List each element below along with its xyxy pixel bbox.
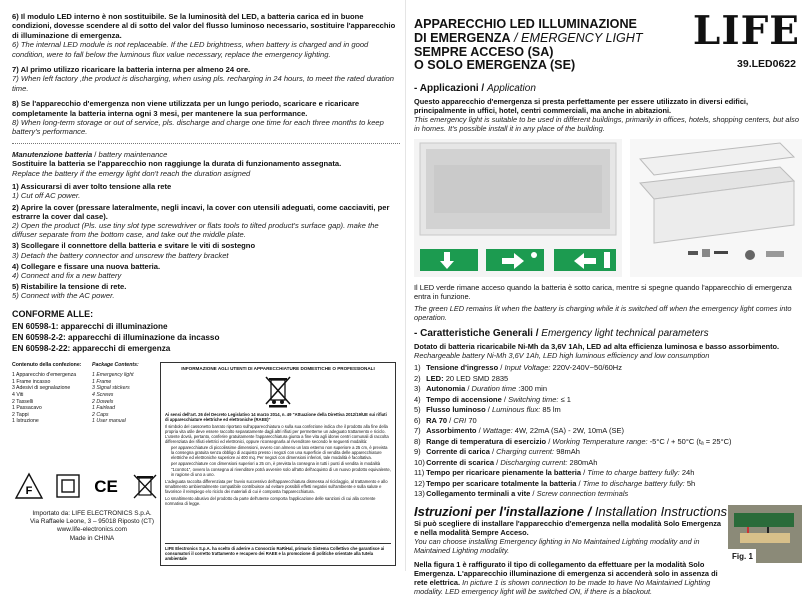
- f-mark-icon: [14, 472, 44, 500]
- step-2-en: 2) Open the product (Pls. use tiny slot type screwdriver or flats tools to tilted product's surface gap). make the diffuser separate from the bottom case, and take out the middle plate.: [12, 220, 379, 240]
- general-text: [414, 342, 802, 360]
- note-7: [12, 65, 400, 93]
- spec-row: 13) Collegamento terminali a vite / Screw connection terminals: [414, 489, 629, 499]
- weee-p5: L'adeguata raccolta differenziata per l'avvio successivo dell'apparecchiatura dismessa al riciclaggio, al trattamento e allo smaltimento ambientalmente compatibile contribuisce ad evitare possibili effetti negativi sull'ambiente e sulla salute e favorisce il reimpiego e/o riciclo dei materiali di cui è composta l'apparecchiatura.: [165, 478, 388, 494]
- step-2-it: 2) Aprire la cover (pressare lateralmente, negli incavi, la cover con utensili adeguati, come cacciaviti, per estrarre la cover dal case).: [12, 202, 390, 221]
- note-6-en: 6) The internal LED module is not replaceable. If the LED brightness, when battery is charged and in good condition, were to fall below the luminous flux value necessary, replace the emergency lighting.: [12, 40, 369, 59]
- spec-row: 8) Range di temperatura di esercizio / Working Temperature range: -5°C / + 50°C (tₐ = 25°C): [414, 436, 732, 446]
- spec-row: 4) Tempo di accensione / Switching time: ≤ 1: [414, 394, 571, 404]
- spec-row: 5) Flusso luminoso / Luminous flux: 85 lm: [414, 405, 561, 415]
- product-title: [414, 18, 664, 73]
- step-3-en: 3) Detach the battery connector and unscrew the battery bracket: [12, 250, 229, 260]
- install-heading-it: Istruzioni per l'installazione /: [414, 503, 592, 519]
- spec-number: 5): [414, 405, 421, 415]
- spec-value: 20 LED SMD 2835: [445, 373, 509, 383]
- content-item: 3 Adesivi di segnalazione: [12, 385, 71, 392]
- weee-p1: Ai sensi dell'art. 26 del Decreto Legislativo 14 marzo 2014, n. 49 "Attuazione della Direttiva 2012/19/UE sui rifiuti di apparecchiature elettriche ed elettroniche (RAEE)": [165, 411, 387, 422]
- svg-text:CE: CE: [94, 477, 118, 496]
- step-1: [12, 182, 400, 200]
- general-it: Dotato di batteria ricaricabile Ni-Mh da 3,6V 1Ah, LED ad alta efficienza luminosa e basso assorbimento.: [414, 342, 780, 352]
- applications-it: Questo apparecchio d'emergenza si presta perfettamente per essere utilizzato in diversi edifici, principalmente in uffici, hotel, centri commerciali, ma anche in abitazioni.: [414, 97, 749, 116]
- weee-p6: Lo smaltimento abusivo del prodotto da parte dell'utente comporta l'applicazione delle sanzioni di cui alla corrente normativa di legge.: [165, 496, 376, 507]
- title-line-4: O SOLO EMERGENZA (SE): [414, 58, 576, 73]
- maintenance-en: Replace the battery if the emergy light don't reach the duration asigned: [12, 168, 251, 178]
- cert-symbols: [14, 470, 170, 502]
- step-4-it: 4) Collegare e fissare una nuova batteria.: [12, 261, 161, 271]
- step-1-en: 1) Cut off AC power.: [12, 191, 81, 201]
- spec-row: 12) Tempo per scaricare totalmente la batteria / Time to discharge battery fully: 5h: [414, 478, 696, 488]
- spec-number: 6): [414, 415, 421, 425]
- applications-heading: [414, 83, 802, 94]
- spec-label-en: Wattage:: [482, 426, 513, 436]
- content-item: 4 Viti: [12, 391, 24, 398]
- spec-label-it: Tempo per ricaricare pienamente la batteria: [426, 468, 582, 478]
- spec-number: 9): [414, 447, 421, 457]
- figure-it: Nella figura 1 è raffigurato il tipo di collegamento da effettuare per la modalità Solo Emergenza. L'apparecchio illuminazione di emergenza si accenderà solo in assenza di rete elettrica.: [414, 559, 718, 587]
- spec-number: 4): [414, 394, 421, 404]
- step-3: [12, 241, 400, 259]
- install-it: Si può scegliere di installare l'apparecchio d'emergenza nella modalità Solo Emergenza e nella modalità Sempre Acceso.: [414, 518, 722, 537]
- package-item: 1 Emergency light: [92, 372, 134, 379]
- note-8: [12, 99, 400, 137]
- weee-p4: per apparecchiature con dimensioni superiori a 25 cm, è prevista la consegna in tutti i punti di vendita in modalità "1contro1", ovvero la consegna al rivenditore potrà avvenire solo all'atto dell'acquisto di un nuovo prodotto equivalente, in ragione di uno a uno.: [171, 461, 391, 477]
- bin-icon: [130, 471, 160, 501]
- ce-mark-icon: [92, 472, 120, 500]
- step-3-it: 3) Scollegare il connettore della batteria e svitare le viti di sostegno: [12, 241, 256, 251]
- spec-value: 70: [468, 415, 477, 425]
- fold-line: [405, 0, 406, 571]
- step-5-en: 5) Connect with the AC power.: [12, 291, 115, 301]
- spec-number: 12): [414, 478, 425, 488]
- spec-label-en: Time to discharge battery fully:: [582, 478, 685, 488]
- general-en: Rechargeable battery Ni-Mh 3,6V 1Ah, LED high luminous efficiency and low consumption: [414, 351, 710, 361]
- applications-heading-en: Application: [486, 83, 536, 95]
- package-item: 1 User manual: [92, 418, 126, 425]
- spec-row: 6) RA 70 / CRI 70: [414, 415, 477, 425]
- importer-address: Via Raffaele Leone, 3 – 95018 Riposto (CT): [29, 518, 155, 526]
- importer-info: [12, 510, 172, 543]
- emergency-light-illustration: [414, 139, 622, 277]
- spec-label-en: Charging current:: [496, 447, 555, 457]
- spec-value: -5°C / + 50°C (tₐ = 25°C): [649, 436, 732, 446]
- importer-website: www.life-electronics.com: [57, 526, 127, 534]
- content-item: 1 Frame incasso: [12, 378, 51, 385]
- applications-text: [414, 97, 802, 133]
- weee-p2: Il simbolo del cassonetto barrato riportato sull'apparecchiatura o sulla sua confezione indica che il prodotto alla fine della propria vita utile deve essere raccolto separatamente dagli altri rifiuti per permetterne un adeguato trattamento e riciclo. L'utente dovrà, pertanto, conferire gratuitamente l'apparecchiatura giunta a fine vita agli idonei centri comunali di raccolta differenziata dei rifiuti elettrici ed elettronici, oppure riconsegnarla al rivenditore secondo le seguenti modalità:: [165, 423, 389, 445]
- title-line-2: [414, 32, 664, 46]
- spec-label-it: Tensione d'ingresso: [426, 363, 499, 373]
- figure-1: [728, 505, 802, 563]
- led-en: The green LED remains lit when the battery is charging while it is switched off when the emergency light comes into operation.: [414, 304, 792, 323]
- install-en: You can choose installing Emergency lighting in No Maintained Lighting modality and in Maintained Lighting modality.: [414, 536, 700, 555]
- spec-row: 1) Tensione d'ingresso / Input Voltage: 220V-240V~50/60Hz: [414, 363, 622, 373]
- spec-list: [414, 363, 802, 500]
- product-parts-photo: [630, 139, 802, 277]
- spec-label-it: Flusso luminoso: [426, 405, 486, 415]
- spec-label-en: Input Voltage:: [504, 363, 551, 373]
- title-line-2-en: / EMERGENCY LIGHT: [510, 30, 643, 45]
- spec-label-en: Switching time:: [508, 394, 559, 404]
- install-text: [414, 519, 726, 596]
- package-item: 3 Signal stickers: [92, 385, 130, 392]
- led-indicator-text: [414, 283, 802, 322]
- spec-number: 11): [414, 468, 425, 478]
- product-photo: [414, 139, 622, 277]
- parts-illustration: [630, 139, 802, 277]
- applications-en: This emergency light is suitable to be used in different buildings, primarily in offices, hotels, shopping centers, but also in homes. It's possible install it in any place of the building.: [414, 115, 799, 134]
- title-line-2-it: DI EMERGENZA: [414, 30, 511, 45]
- spec-number: 1): [414, 363, 421, 373]
- spec-value: 5h: [686, 478, 696, 488]
- note-8-it: 8) Se l'apparecchio d'emergenza non viene utilizzata per un lungo periodo, scaricare e ricaricare completamente la batteria interna ogni 3 mesi, per mantenere la sua performance.: [12, 99, 360, 118]
- double-insulation-icon: [54, 472, 82, 500]
- led-it: Il LED verde rimane acceso quando la batteria è sotto carica, mentre si spegne quando l'apparecchio di emergenza entra in funzione.: [414, 283, 792, 302]
- conformity-3: EN 60598-2-22: apparecchi di emergenza: [12, 343, 171, 353]
- content-item: 1 Istruzione: [12, 418, 39, 425]
- weee-p3: per apparecchiature di piccolissime dimensioni, ovvero con almeno un lato esterno non superiore a 25 cm, è prevista la consegna gratuita senza obbligo di acquisto presso i negozi con una superficie di vendita delle apparecchiature elettriche ed elettroniche superiore ai 400 mq. Per negozi con dimensioni inferiori, tale modalità è facoltativa.: [171, 445, 388, 461]
- svg-text:F: F: [25, 485, 33, 497]
- note-8-en: 8) When long-term storage or out of service, pls. discharge and charge one time for each three months to keep battery's performance.: [12, 118, 384, 137]
- wiring-photo: [728, 505, 802, 563]
- spec-label-it: Range di temperatura di esercizio: [426, 436, 547, 446]
- left-column: [12, 12, 400, 564]
- spec-label-en: Working Temperature range:: [552, 436, 648, 446]
- package-item: 2 Dowels: [92, 398, 114, 405]
- spec-label-it: RA 70: [426, 415, 448, 425]
- spec-label-it: Collegamento terminali a vite: [426, 489, 531, 499]
- package-item: 4 Screws: [92, 391, 114, 398]
- spec-number: 7): [414, 426, 421, 436]
- spec-number: 3): [414, 384, 421, 394]
- spec-value: 220V-240V~50/60Hz: [552, 363, 622, 373]
- conformity-1: EN 60598-1: apparecchi di illuminazione: [12, 321, 168, 331]
- step-5-it: 5) Ristabilire la tensione di rete.: [12, 282, 127, 292]
- step-5: [12, 282, 400, 300]
- spec-row: 9) Corrente di carica / Charging current: 98mAh: [414, 447, 580, 457]
- note-7-en: 7) When left factory ,the product is discharging, when using pls. recharging in 24 hours, to meet the rated duration time.: [12, 74, 395, 93]
- spec-value: 85 lm: [542, 405, 561, 415]
- spec-row: 10) Corrente di scarica / Discharging current: 280mAh: [414, 457, 598, 467]
- conformity: [12, 309, 400, 354]
- content-title: Contenuto della confezione:: [12, 361, 82, 368]
- spec-value: 24h: [681, 468, 695, 478]
- step-4-en: 4) Connect and fix a new battery: [12, 270, 122, 280]
- content-item: 1 Apparecchio d'emergenza: [12, 372, 77, 379]
- note-6-it: 6) Il modulo LED interno è non sostituibile. Se la luminosità del LED, a batteria carica ed in buone condizioni, dovesse scendere al di sotto del valor del flusso luminoso necessario, sostituire l'apparecchio di illuminazione di emergenza.: [12, 12, 396, 40]
- spec-value: 4W, 22mA (SA) - 2W, 10mA (SE): [514, 426, 624, 436]
- spec-value: :300 min: [518, 384, 548, 394]
- note-6: [12, 12, 400, 59]
- conformity-title: CONFORME ALLE:: [12, 308, 94, 319]
- spec-label-it: Corrente di carica: [426, 447, 490, 457]
- spec-number: 10): [414, 457, 425, 467]
- install-heading-en: Installation Instructions: [594, 503, 728, 519]
- life-logo: LIFE: [692, 8, 800, 54]
- divider: [12, 143, 400, 144]
- made-in: Made in CHINA: [69, 534, 115, 542]
- figure-en: In picture 1 is shown connection to be made to have No Maintained Lighting modality. LED emergency light will be switched ON, if there is a blackout.: [414, 577, 711, 596]
- content-item: 2 Tasselli: [12, 398, 34, 405]
- package-item: 2 Caps: [92, 411, 109, 418]
- importer-name: Importato da: LIFE ELECTRONICS S.p.A.: [32, 510, 152, 517]
- spec-label-it: Tempo di accensione: [426, 394, 502, 404]
- general-heading: [414, 328, 802, 339]
- spec-label-it: Assorbimento: [426, 426, 477, 436]
- spec-row: [414, 374, 802, 385]
- maintenance-title-en: battery maintenance: [98, 149, 168, 159]
- spec-row: 11) Tempo per ricaricare pienamente la batteria / Time to charge battery fully: 24h: [414, 468, 695, 478]
- spec-row: 7) Assorbimento / Wattage: 4W, 22mA (SA) - 2W, 10mA (SE): [414, 426, 624, 436]
- package-title: Package Contents:: [92, 361, 139, 368]
- title-line-3: SEMPRE ACCESO (SA): [414, 44, 554, 59]
- weee-footer: LIFE Electronics S.p.A. ha scelto di aderire a Consorzio RaRiHal, primario Sistema Collettivo che garantisce ai consumatori il corretto trattamento e recupero dei RAEE e la promozione di politiche orientate alla tutela ambientale: [165, 543, 391, 561]
- spec-label-it: Corrente di scarica: [426, 457, 495, 467]
- note-7-it: 7) Al primo utilizzo ricaricare la batteria interna per almeno 24 ore.: [12, 65, 251, 75]
- spec-value: 98mAh: [556, 447, 580, 457]
- spec-label-en: Time to charge battery fully:: [587, 468, 680, 478]
- spec-number: 8): [414, 436, 421, 446]
- maintenance-it: Sostituire la batteria se l'apparecchio non raggiunge la durata di funzionamento assegnata.: [12, 159, 342, 169]
- product-images: [414, 139, 802, 277]
- spec-label-en: Duration time: [471, 384, 517, 394]
- spec-label-it: Tempo per scaricare totalmente la batteria: [426, 478, 577, 488]
- package-item: 1 Fairlead: [92, 405, 116, 412]
- step-1-it: 1) Assicurarsi di aver tolto tensione alla rete: [12, 182, 172, 192]
- content-item: 1 Passacavo: [12, 405, 42, 412]
- maintenance-title-it: Manutenzione batteria: [12, 149, 93, 159]
- crossed-bin-icon: [263, 374, 293, 408]
- maintenance-title: Manutenzione batteria / battery maintenance: [12, 149, 168, 159]
- spec-label-en: CRI: [453, 415, 467, 425]
- weee-title: INFORMAZIONE AGLI UTENTI DI APPARECCHIATURE DOMESTICHE O PROFESSIONALI: [181, 365, 375, 371]
- weee-box: [160, 362, 396, 566]
- spec-label-en: Discharging current:: [500, 457, 568, 467]
- spec-number: 2): [414, 373, 421, 383]
- spec-label-it: Autonomia: [426, 384, 466, 394]
- content-item: 2 Tappi: [12, 411, 29, 418]
- step-4: [12, 262, 400, 280]
- spec-label-it: LED:: [426, 373, 444, 383]
- applications-heading-it: - Applicazioni /: [414, 83, 485, 95]
- spec-number: 13): [414, 489, 425, 499]
- model-code: 39.LED0622: [737, 58, 796, 70]
- spec-label-en: Luminous flux:: [491, 405, 541, 415]
- title-line-1: APPARECCHIO LED ILLUMINAZIONE: [414, 17, 637, 31]
- spec-value: ≤ 1: [560, 394, 571, 404]
- spec-value: 280mAh: [569, 457, 598, 467]
- general-heading-it: - Caratteristiche Generali /: [414, 328, 539, 340]
- conformity-2: EN 60598-2-2: apparecchi di illuminazione da incasso: [12, 332, 220, 342]
- figure-text: [414, 560, 726, 596]
- figure-label: Fig. 1: [732, 552, 753, 561]
- general-heading-en: Emergency light technical parameters: [541, 328, 709, 340]
- step-2: [12, 203, 400, 240]
- spec-label-en: Screw connection terminals: [536, 489, 629, 499]
- maintenance: [12, 150, 400, 178]
- right-column: [414, 8, 802, 596]
- package-item: 1 Frame: [92, 378, 112, 385]
- spec-row: 3) Autonomia / Duration time :300 min: [414, 384, 548, 394]
